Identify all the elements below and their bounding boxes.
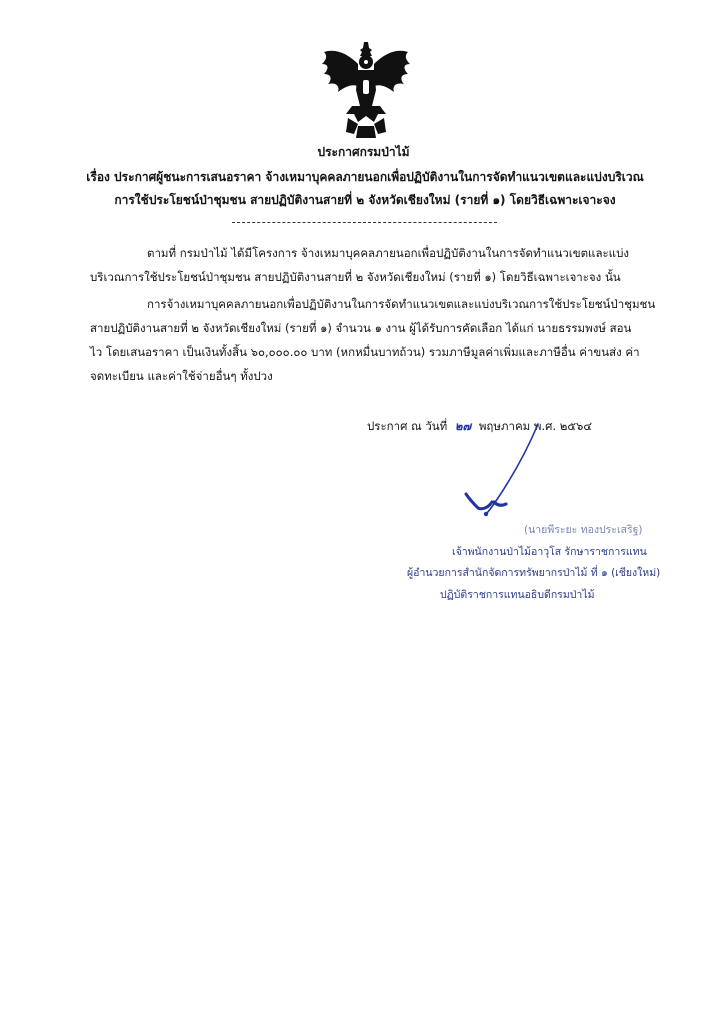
signer-position-1: เจ้าพนักงานป่าไม้อาวุโส รักษาราชการแทน <box>452 546 647 558</box>
handwritten-signature-icon <box>440 420 550 520</box>
subject-line-1: เรื่อง ประกาศผู้ชนะการเสนอราคา จ้างเหมาบุคคลภายนอกเพื่อปฏิบัติงานในการจัดทำแนวเขตและแบ่งบริเวณ <box>86 170 644 184</box>
signer-position-2: ผู้อำนวยการสำนักจัดการทรัพยากรป่าไม้ ที่ ๑ (เชียงใหม่) <box>407 567 661 579</box>
body-line-2: บริเวณการใช้ประโยชน์ป่าชุมชน สายปฏิบัติงานสายที่ ๒ จังหวัดเชียงใหม่ (รายที่ ๑) โดยวิธีเฉพาะเจาะจง นั้น <box>90 270 621 284</box>
date-prefix: ประกาศ ณ วันที่ <box>367 419 448 433</box>
body-line-5: ไว โดยเสนอราคา เป็นเงินทั้งสิ้น ๖๐,๐๐๐.๐๐ บาท (หกหมื่นบาทถ้วน) รวมภาษีมูลค่าเพิ่มและภาษีอื่น ค่าขนส่ง ค่า <box>90 345 640 359</box>
body-line-1: ตามที่ กรมป่าไม้ ได้มีโครงการ จ้างเหมาบุคคลภายนอกเพื่อปฏิบัติงานในการจัดทำแนวเขตและแบ่ง <box>147 246 630 260</box>
page-title: ประกาศกรมป่าไม้ <box>317 145 410 159</box>
garuda-emblem-icon <box>318 40 414 140</box>
date-day: ๒๗ <box>454 419 472 433</box>
signer-position-3: ปฏิบัติราชการแทนอธิบดีกรมป่าไม้ <box>440 589 595 601</box>
body-line-4: สายปฏิบัติงานสายที่ ๒ จังหวัดเชียงใหม่ (รายที่ ๑) จำนวน ๑ งาน ผู้ได้รับการคัดเลือก ได้แก่ นายธรรมพงษ์ สอน <box>90 321 632 335</box>
signer-name: (นายพีระยะ ทองประเสริฐ) <box>524 524 643 536</box>
subject-line-2: การใช้ประโยชน์ป่าชุมชน สายปฏิบัติงานสายที่ ๒ จังหวัดเชียงใหม่ (รายที่ ๑) โดยวิธีเฉพาะเจาะจง <box>114 193 616 207</box>
date-month-year: พฤษภาคม พ.ศ. ๒๕๖๔ <box>478 419 593 433</box>
divider <box>232 222 497 223</box>
body-line-6: จดทะเบียน และค่าใช้จ่ายอื่นๆ ทั้งปวง <box>90 369 273 383</box>
body-line-3: การจ้างเหมาบุคคลภายนอกเพื่อปฏิบัติงานในการจัดทำแนวเขตและแบ่งบริเวณการใช้ประโยชน์ป่าชุมชน <box>147 297 656 311</box>
